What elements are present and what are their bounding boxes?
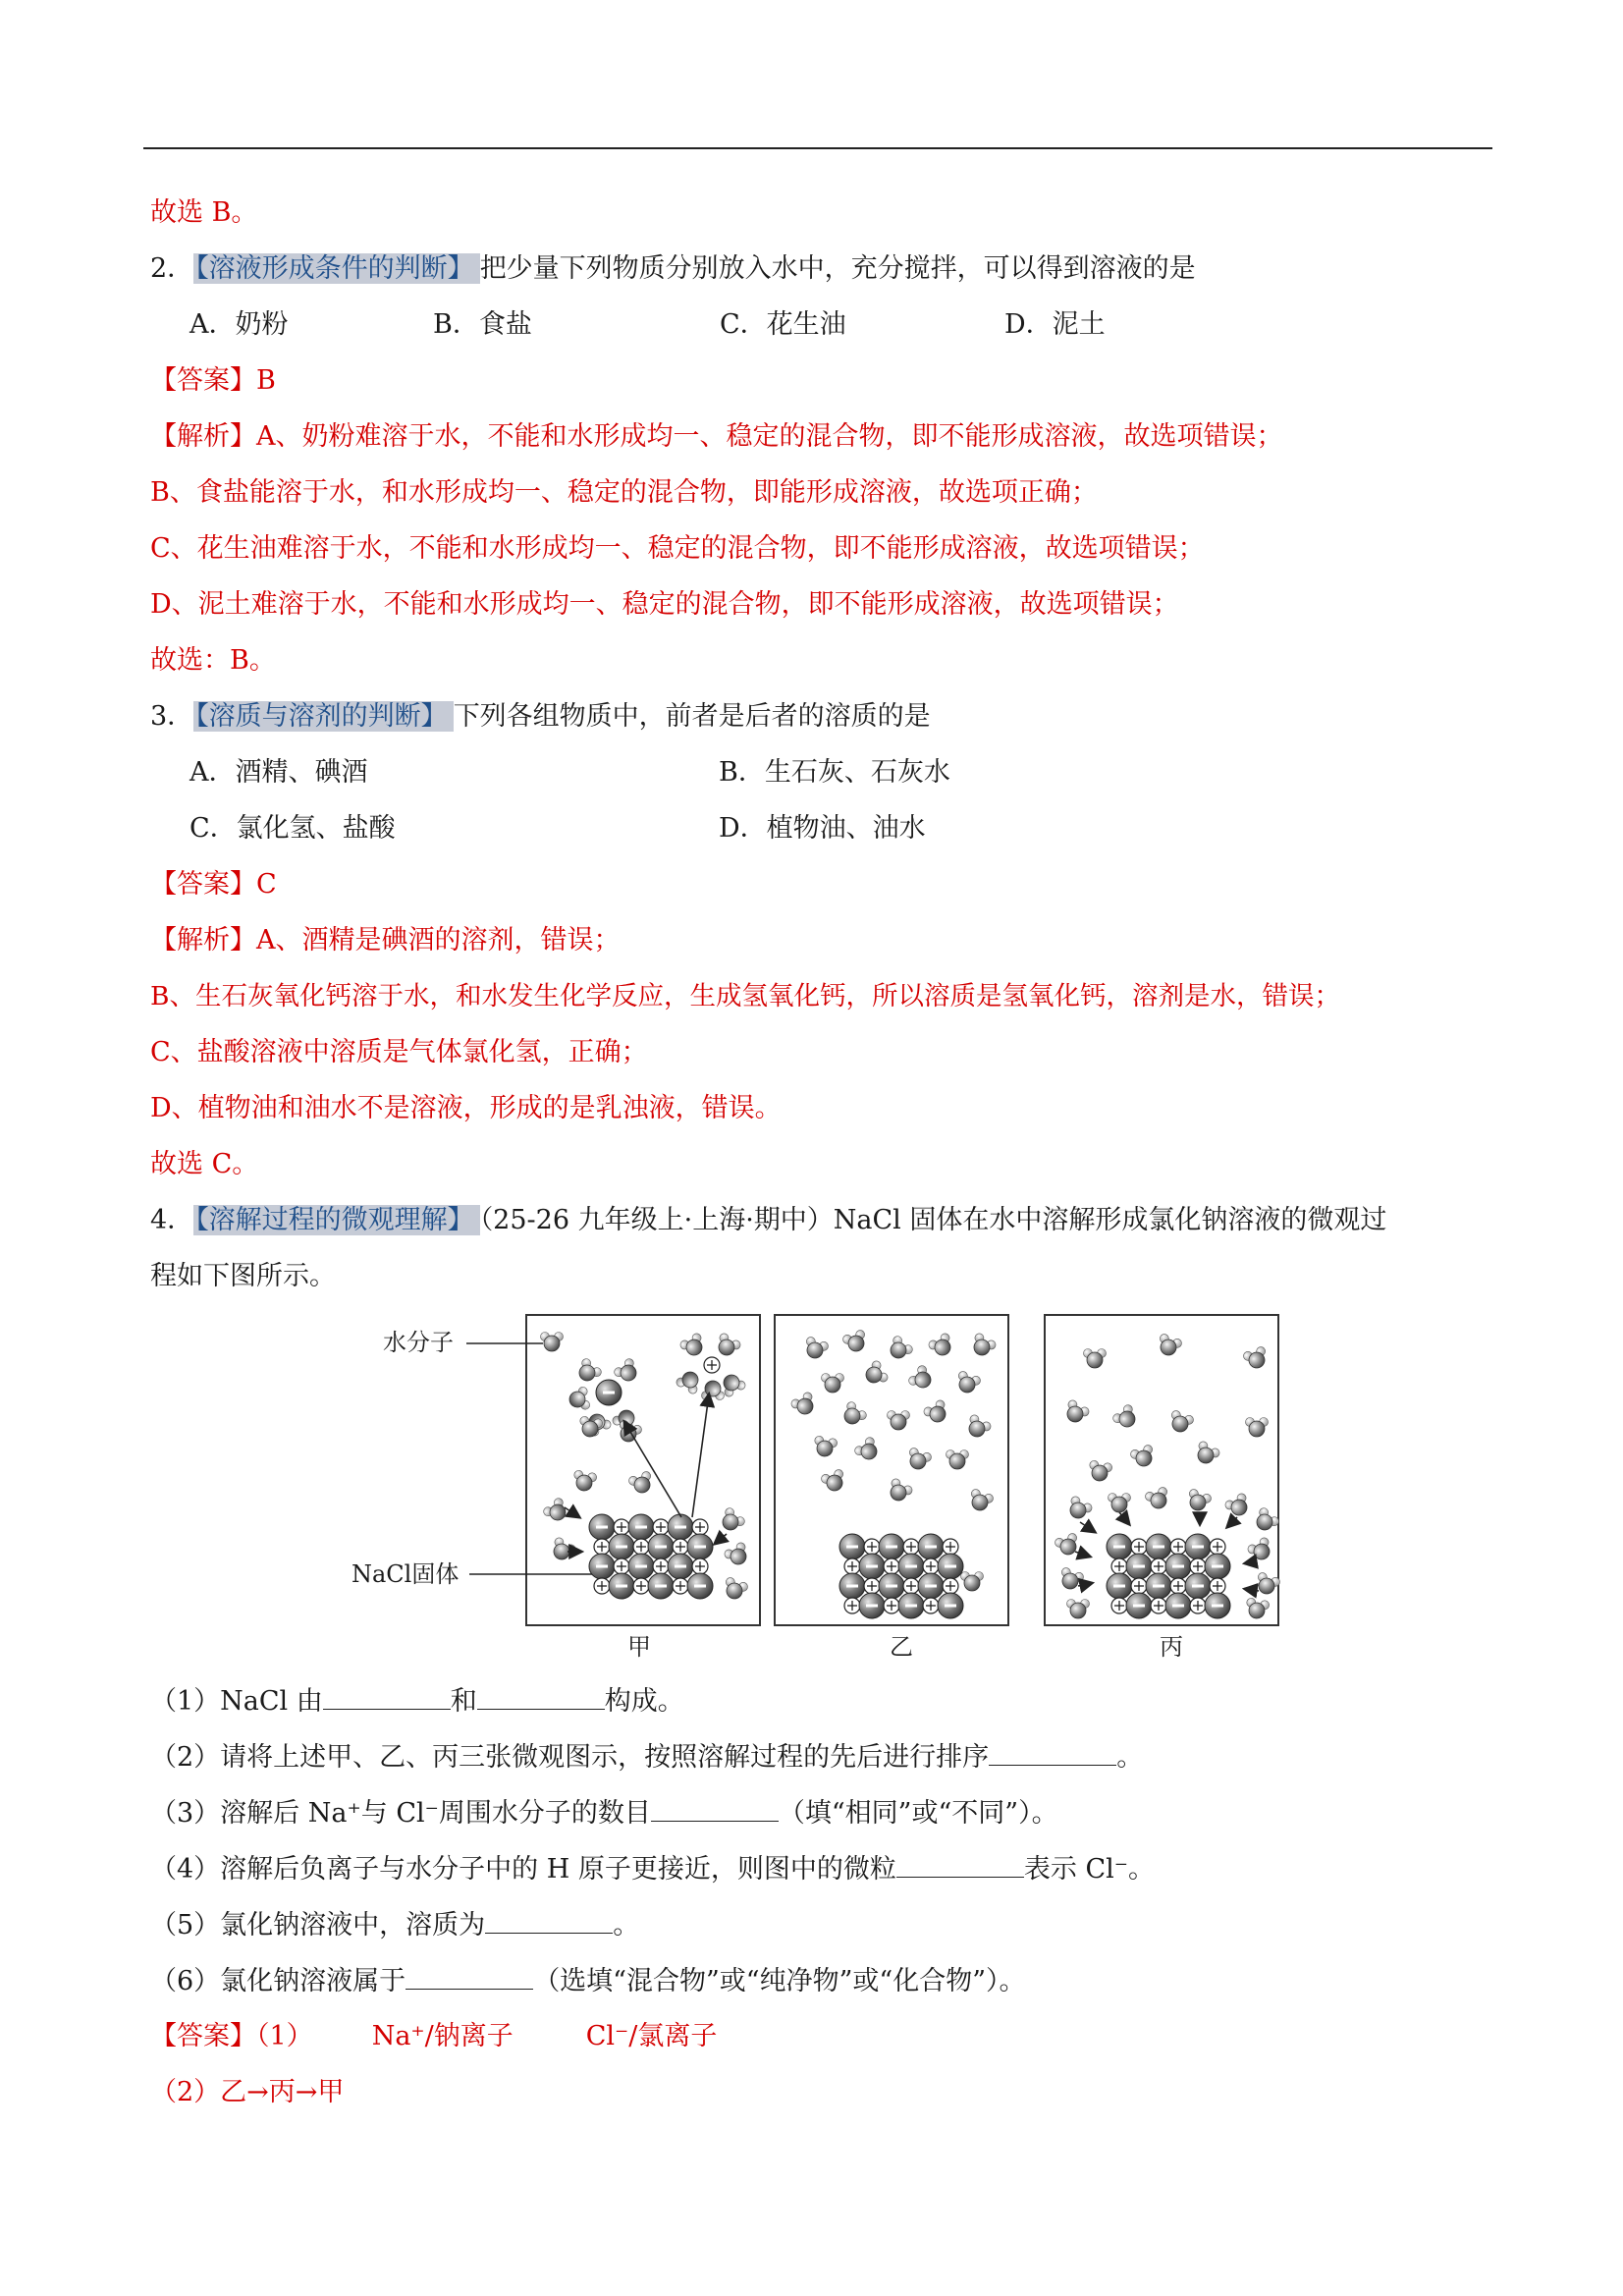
water-molecule xyxy=(820,1468,847,1494)
water-molecule xyxy=(966,1488,994,1513)
water-molecule xyxy=(548,1536,577,1563)
minus-sign xyxy=(694,1546,706,1549)
minus-sign xyxy=(675,1565,686,1568)
minus-sign xyxy=(694,1585,706,1588)
minus-sign xyxy=(675,1526,686,1529)
q4-sub-1: （1）NaCl 由 和 构成。 xyxy=(150,1683,684,1720)
minus-sign xyxy=(866,1565,878,1568)
water-molecule xyxy=(1056,1566,1084,1592)
water-molecule xyxy=(542,1497,571,1526)
minus-sign xyxy=(1113,1546,1125,1549)
water-molecule xyxy=(1251,1506,1280,1536)
water-molecule xyxy=(885,1477,914,1504)
minus-sign xyxy=(945,1565,956,1568)
q4-topic-tag: 【溶解过程的微观理解】 xyxy=(193,1205,480,1235)
minus-sign xyxy=(596,1526,608,1529)
arrow xyxy=(1227,1517,1237,1527)
q2-answer: 【答案】B xyxy=(150,365,276,396)
water-molecule xyxy=(1223,1492,1253,1519)
water-molecule xyxy=(789,1391,819,1418)
q3-option-d: D．植物油、油水 xyxy=(719,813,926,844)
minus-sign xyxy=(1172,1565,1184,1568)
minus-sign xyxy=(635,1565,647,1568)
water-molecule xyxy=(922,1398,951,1426)
arrow xyxy=(1078,1583,1092,1586)
q3-stem: 3．【溶质与溶剂的判断】 下列各组物质中，前者是后者的溶质的是 xyxy=(150,701,931,732)
water-molecule xyxy=(1061,1398,1091,1426)
blank[interactable] xyxy=(477,1683,605,1710)
water-molecule-label: 水分子 xyxy=(383,1329,454,1356)
minus-sign xyxy=(1113,1585,1125,1588)
minus-sign xyxy=(886,1585,897,1588)
water-molecule xyxy=(888,1411,910,1431)
blank[interactable] xyxy=(323,1683,451,1710)
minus-sign xyxy=(1133,1565,1145,1568)
minus-sign xyxy=(635,1526,647,1529)
q4-sub-6: （6）氯化钠溶液属于 （选填“混合物”或“纯净物”或“化合物”）。 xyxy=(150,1963,1026,1999)
blank[interactable] xyxy=(485,1907,613,1934)
q4-sub-3: （3）溶解后 Na⁺与 Cl⁻周围水分子的数目 （填“相同”或“不同”）。 xyxy=(150,1795,1058,1831)
panel-label-yi: 乙 xyxy=(890,1633,913,1661)
water-molecule xyxy=(822,1374,844,1394)
minus-sign xyxy=(616,1546,627,1549)
blank[interactable] xyxy=(651,1795,779,1822)
water-molecule xyxy=(1054,1532,1081,1558)
water-molecule xyxy=(1087,1460,1112,1483)
blank[interactable] xyxy=(896,1851,1024,1878)
q4-sub-4: （4）溶解后负离子与水分子中的 H 原子更接近，则图中的微粒 表示 Cl⁻。 xyxy=(150,1851,1155,1887)
minus-sign xyxy=(925,1546,937,1549)
q4-sub-5: （5）氯化钠溶液中，溶质为 。 xyxy=(150,1907,639,1943)
q4-answer: 【答案】（1） Na⁺/钠离子 Cl⁻/氯离子 xyxy=(150,2021,718,2051)
water-molecule xyxy=(721,1576,748,1602)
minus-sign xyxy=(1192,1546,1204,1549)
minus-sign xyxy=(1133,1605,1145,1608)
q4-answer-2: （2）乙→丙→甲 xyxy=(150,2077,345,2107)
arrow xyxy=(715,1534,727,1544)
water-molecule xyxy=(927,1332,956,1359)
water-molecule xyxy=(904,1447,932,1472)
q3-analysis-b: B、生石灰氧化钙溶于水，和水发生化学反应，生成氢氧化钙，所以溶质是氢氧化钙，溶剂是水，错误； xyxy=(150,981,1340,1011)
blank[interactable] xyxy=(989,1739,1116,1766)
arrow xyxy=(1080,1522,1095,1532)
minus-sign xyxy=(1192,1585,1204,1588)
minus-sign xyxy=(866,1605,878,1608)
water-molecule xyxy=(717,1506,746,1536)
water-molecule xyxy=(885,1335,914,1364)
water-molecule xyxy=(963,1413,993,1441)
q2-stem: 2．【溶液形成条件的判断】 把少量下列物质分别放入水中，充分搅拌，可以得到溶液的是 xyxy=(150,253,1196,284)
water-molecule xyxy=(953,1370,981,1395)
water-molecule xyxy=(961,1572,984,1592)
water-molecule xyxy=(812,1436,838,1458)
minus-sign xyxy=(905,1565,917,1568)
water-molecule xyxy=(1109,1494,1131,1513)
minus-sign xyxy=(603,1392,615,1394)
minus-sign xyxy=(886,1546,897,1549)
water-molecule xyxy=(853,1436,883,1465)
q2-analysis-b: B、食盐能溶于水，和水形成均一、稳定的混合物，即能形成溶液，故选项正确； xyxy=(150,477,1098,508)
q2-analysis-c: C、花生油难溶于水，不能和水形成均一、稳定的混合物，即不能形成溶液，故选项错误； xyxy=(150,533,1205,564)
arrow xyxy=(1119,1512,1129,1524)
water-molecule xyxy=(675,1367,704,1394)
minus-sign xyxy=(846,1585,858,1588)
minus-sign xyxy=(655,1585,667,1588)
water-molecule xyxy=(801,1336,829,1361)
water-molecule xyxy=(1242,1345,1270,1371)
water-molecule xyxy=(1166,1409,1194,1435)
water-molecule xyxy=(702,1381,725,1400)
q3-conclusion: 故选 C。 xyxy=(150,1149,259,1179)
water-molecule xyxy=(861,1359,889,1389)
q2-conclusion: 故选：B。 xyxy=(150,645,276,676)
water-molecule xyxy=(541,1333,564,1352)
water-molecule xyxy=(713,1332,742,1359)
q3-option-a: A．酒精、碘酒 xyxy=(189,757,368,788)
water-molecule xyxy=(1246,1418,1269,1438)
water-molecule xyxy=(1129,1444,1157,1469)
arrow xyxy=(624,1422,681,1517)
water-molecule xyxy=(1084,1349,1107,1369)
q2-option-a: A．奶粉 xyxy=(189,309,289,340)
water-molecule xyxy=(1111,1403,1141,1433)
minus-sign xyxy=(1153,1585,1164,1588)
blank[interactable] xyxy=(406,1963,533,1990)
q4-stem: 4．【溶解过程的微观理解】 （25-26 九年级上·上海·期中）NaCl 固体在水中溶解形成氯化钠溶液的微观过 xyxy=(150,1205,1387,1235)
water-molecule xyxy=(1144,1486,1171,1511)
q3-analysis-c: C、盐酸溶液中溶质是气体氯化氢，正确； xyxy=(150,1037,648,1067)
minus-sign xyxy=(1153,1546,1164,1549)
minus-sign xyxy=(846,1546,858,1549)
water-molecule xyxy=(613,1357,642,1387)
water-molecule xyxy=(841,1329,869,1354)
minus-sign xyxy=(1212,1605,1223,1608)
minus-sign xyxy=(596,1565,608,1568)
water-molecule xyxy=(627,1470,655,1496)
arrow xyxy=(1245,1561,1257,1563)
water-molecule xyxy=(907,1364,937,1394)
q3-analysis-a: 【解析】A、酒精是碘酒的溶剂，错误； xyxy=(150,925,621,956)
prev-conclusion: 故选 B。 xyxy=(150,197,258,228)
q3-answer: 【答案】C xyxy=(150,869,277,900)
water-molecule xyxy=(573,1357,603,1387)
minus-sign xyxy=(945,1605,956,1608)
water-molecule xyxy=(571,1470,597,1493)
water-molecule xyxy=(1155,1333,1182,1358)
water-molecule xyxy=(723,1541,752,1568)
arrow xyxy=(565,1507,579,1517)
water-molecule xyxy=(1253,1571,1280,1597)
water-molecule xyxy=(678,1332,708,1359)
nacl-solid-label: NaCl固体 xyxy=(352,1560,460,1588)
minus-sign xyxy=(616,1585,627,1588)
water-molecule xyxy=(568,1387,590,1412)
water-molecule xyxy=(1184,1488,1212,1513)
arrow xyxy=(692,1394,709,1517)
minus-sign xyxy=(1212,1565,1223,1568)
water-molecule xyxy=(968,1332,998,1359)
q3-topic-tag: 【溶质与溶剂的判断】 xyxy=(193,701,454,732)
q2-analysis-d: D、泥土难溶于水，不能和水形成均一、稳定的混合物，即不能形成溶液，故选项错误； xyxy=(150,589,1179,620)
water-molecule xyxy=(839,1400,868,1430)
q2-option-b: B．食盐 xyxy=(433,309,532,340)
arrow xyxy=(1075,1552,1090,1557)
q3-option-b: B．生石灰、石灰水 xyxy=(719,757,950,788)
q4-sub-2: （2）请将上述甲、乙、丙三张微观图示，按照溶解过程的先后进行排序 。 xyxy=(150,1739,1143,1776)
q2-option-c: C．花生油 xyxy=(720,309,846,340)
panel-label-bing: 丙 xyxy=(1160,1633,1183,1661)
q2-analysis-a: 【解析】A、奶粉难溶于水，不能和水形成均一、稳定的混合物，即不能形成溶液，故选项错误； xyxy=(150,421,1283,452)
minus-sign xyxy=(655,1546,667,1549)
panel-label-jia: 甲 xyxy=(627,1633,651,1661)
q2-topic-tag: 【溶液形成条件的判断】 xyxy=(193,253,480,284)
water-molecule xyxy=(1064,1495,1094,1522)
minus-sign xyxy=(925,1585,937,1588)
minus-sign xyxy=(1172,1605,1184,1608)
q3-analysis-d: D、植物油和油水不是溶液，形成的是乳浊液，错误。 xyxy=(150,1093,782,1123)
water-molecule xyxy=(1192,1440,1221,1467)
q4-stem-cont: 程如下图所示。 xyxy=(150,1261,336,1291)
water-molecule xyxy=(1067,1600,1090,1619)
q2-option-d: D．泥土 xyxy=(1004,309,1106,340)
q3-option-c: C．氯化氢、盐酸 xyxy=(189,813,396,844)
water-molecule xyxy=(1244,1598,1270,1620)
water-molecule xyxy=(1246,1536,1275,1563)
minus-sign xyxy=(905,1605,917,1608)
arrow xyxy=(1245,1589,1259,1591)
water-molecule xyxy=(947,1450,969,1470)
